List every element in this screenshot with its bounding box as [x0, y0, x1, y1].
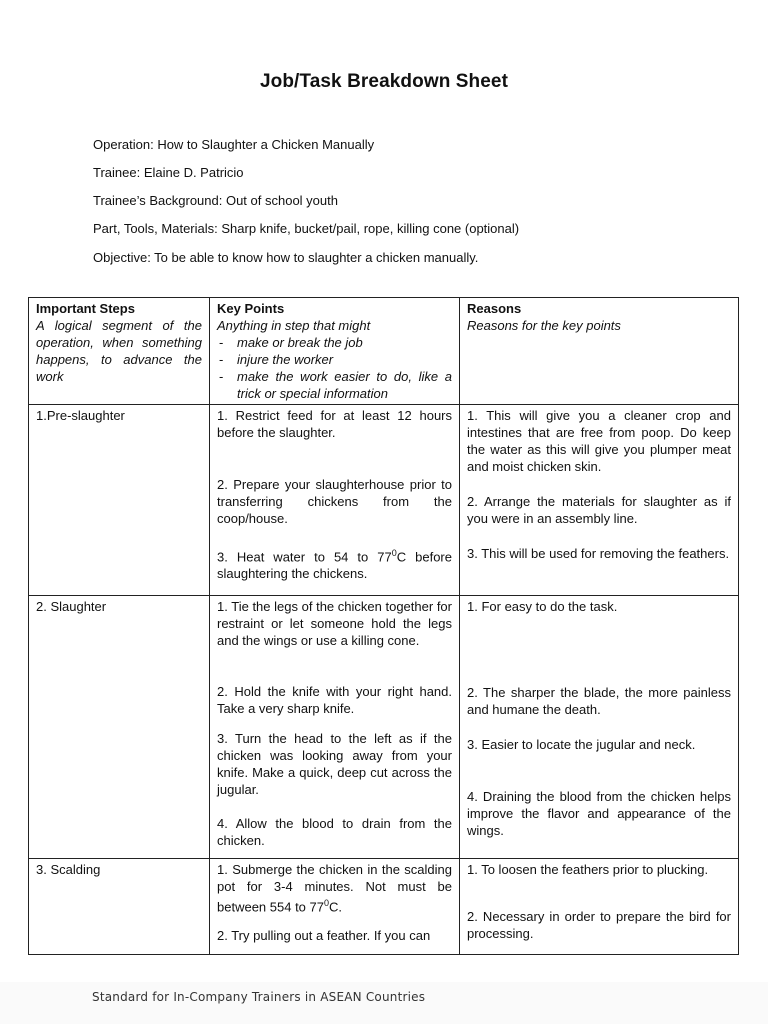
header-keypoints-cell	[210, 298, 460, 405]
key-point	[217, 861, 452, 927]
list-item: - injure the worker	[217, 351, 452, 368]
keypoints-criteria-list	[217, 334, 452, 402]
header-reasons-desc: Reasons for the key points	[467, 318, 621, 333]
materials-line: Part, Tools, Materials: Sharp knife, bucket/pail, rope, killing cone (optional)	[93, 221, 520, 236]
reason: 2. The sharper the blade, the more painless and humane the death.	[467, 685, 731, 717]
key-point: 1. Tie the legs of the chicken together for restraint or let someone hold the legs and the wings or use a killing cone.	[217, 599, 452, 648]
key-point: 2. Prepare your slaughterhouse prior to transferring chickens from the coop/house.	[217, 477, 452, 526]
key-point-text: C.	[329, 899, 342, 915]
key-point: 2. Hold the knife with your right hand. Take a very sharp knife.	[217, 684, 452, 716]
header-reasons-cell	[460, 298, 739, 405]
key-point	[217, 545, 452, 582]
header-keypoints: Key Points	[217, 301, 285, 316]
background-line: Trainee’s Background: Out of school youth	[93, 193, 338, 208]
keypoints-cell	[210, 596, 460, 859]
key-point-text: 1. Submerge the chicken in the scalding pot for 3-4 minutes. Not must be between 554 to 77	[217, 862, 452, 915]
step-cell	[29, 596, 210, 859]
key-point: 3. Turn the head to the left as if the chicken was looking away from your knife. Make a quick, deep cut across the jugular.	[217, 731, 452, 797]
degree-superscript: 0	[391, 548, 397, 558]
reasons-cell	[460, 859, 739, 955]
footer-text: Standard for In-Company Trainers in ASEAN Countries	[92, 990, 426, 1004]
list-item: - make or break the job	[217, 334, 452, 351]
reason: 3. Easier to locate the jugular and neck.	[467, 737, 696, 752]
header-steps-cell	[29, 298, 210, 405]
step-label: 1.Pre-slaughter	[36, 408, 125, 423]
step-cell	[29, 405, 210, 596]
objective-line: Objective: To be able to know how to slaughter a chicken manually.	[93, 250, 479, 265]
operation-line: Operation: How to Slaughter a Chicken Manually	[93, 137, 375, 152]
table-row	[29, 596, 739, 859]
step-label: 3. Scalding	[36, 862, 101, 877]
reason: 1. For easy to do the task.	[467, 599, 618, 614]
key-point-text: 3. Heat water to 54 to 77	[217, 549, 392, 565]
reasons-cell	[460, 596, 739, 859]
list-item: - make the work easier to do, like a trick or special information	[217, 368, 452, 402]
header-reasons: Reasons	[467, 301, 522, 316]
key-point-text: C before slaughtering the chickens.	[217, 549, 452, 582]
reason: 1. This will give you a cleaner crop and intestines that are free from poop. Do keep the water as this will give you plumper meat and moist chicken skin.	[467, 408, 731, 474]
reasons-cell	[460, 405, 739, 596]
table-header-row	[29, 298, 739, 405]
header-steps-desc: A logical segment of the operation, when something happens, to advance the work	[36, 318, 202, 384]
keypoints-cell	[210, 859, 460, 955]
key-point: 1. Restrict feed for at least 12 hours before the slaughter.	[217, 408, 452, 440]
reason: 2. Necessary in order to prepare the bird for processing.	[467, 909, 731, 941]
reason: 3. This will be used for removing the feathers.	[467, 546, 730, 561]
table-row	[29, 405, 739, 596]
reason: 2. Arrange the materials for slaughter as if you were in an assembly line.	[467, 494, 731, 526]
degree-superscript: 0	[323, 898, 329, 908]
reason: 4. Draining the blood from the chicken helps improve the flavor and appearance of the wings.	[467, 789, 731, 838]
trainee-line: Trainee: Elaine D. Patricio	[93, 165, 244, 180]
header-steps: Important Steps	[36, 301, 135, 316]
breakdown-table	[28, 297, 739, 955]
page-title: Job/Task Breakdown Sheet	[259, 71, 509, 92]
keypoints-cell	[210, 405, 460, 596]
key-point: 4. Allow the blood to drain from the chicken.	[217, 816, 452, 848]
step-label: 2. Slaughter	[36, 599, 107, 614]
page-footer	[0, 982, 768, 1024]
table-row	[29, 859, 739, 955]
header-keypoints-desc: Anything in step that might	[217, 318, 371, 333]
step-cell	[29, 859, 210, 955]
key-point: 2. Try pulling out a feather. If you can	[217, 928, 431, 943]
reason: 1. To loosen the feathers prior to plucking.	[467, 862, 709, 877]
